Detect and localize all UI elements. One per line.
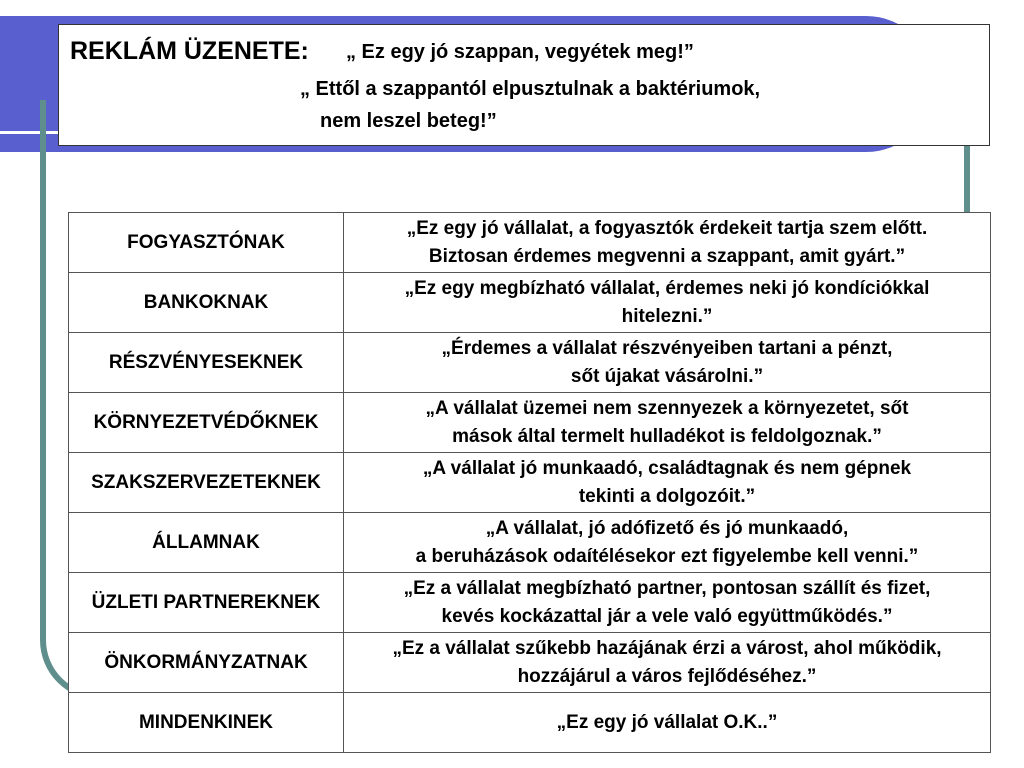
message-cell: [344, 213, 991, 273]
message-cell: [344, 633, 991, 693]
message-line-1: „A vállalat, jó adófizető és jó munkaadó,: [485, 517, 849, 539]
message-cell: [344, 333, 991, 393]
message-line-2: sőt újakat vásárolni.”: [570, 365, 764, 387]
audience-cell: BANKOKNAK: [69, 273, 344, 333]
message-line-2: mások által termelt hulladékot is feldolgoznak.”: [452, 425, 882, 447]
table-row: [69, 693, 991, 753]
audience-cell: SZAKSZERVEZETEKNEK: [69, 453, 344, 513]
message-cell: [344, 273, 991, 333]
table-row: [69, 393, 991, 453]
message-line-1: „Érdemes a vállalat részvényeiben tartani a pénzt,: [441, 337, 893, 359]
table-row: [69, 333, 991, 393]
message-line-2: a beruházások odaítélésekor ezt figyelembe kell venni.”: [415, 545, 919, 567]
header-quote-line-2: „ Ettől a szappantól elpusztulnak a baktériumok,: [300, 78, 761, 100]
table-row: [69, 573, 991, 633]
message-line-1: „Ez egy jó vállalat, a fogyasztók érdekeit tartja szem előtt.: [406, 217, 928, 239]
message-cell: [344, 693, 991, 753]
message-cell: [344, 573, 991, 633]
table-row: [69, 633, 991, 693]
audience-cell: KÖRNYEZETVÉDŐKNEK: [69, 393, 344, 453]
ad-message-header: [58, 24, 990, 146]
message-line-1: „A vállalat üzemei nem szennyezek a környezetet, sőt: [425, 397, 909, 419]
message-line-1: „A vállalat jó munkaadó, családtagnak és nem gépnek: [422, 457, 912, 479]
message-line-2: tekinti a dolgozóit.”: [578, 485, 756, 507]
table-row: [69, 513, 991, 573]
message-line-2: Biztosan érdemes megvenni a szappant, amit gyárt.”: [428, 245, 906, 267]
message-line-1: „Ez a vállalat megbízható partner, pontosan szállít és fizet,: [403, 577, 931, 599]
message-cell: [344, 393, 991, 453]
message-cell: [344, 453, 991, 513]
table-row: [69, 213, 991, 273]
audience-cell: ÁLLAMNAK: [69, 513, 344, 573]
header-label: REKLÁM ÜZENETE:: [70, 37, 309, 65]
message-line-2: hitelezni.”: [621, 305, 713, 327]
audience-cell: MINDENKINEK: [69, 693, 344, 753]
header-quote-line-3: nem leszel beteg!”: [320, 110, 497, 132]
table-row: [69, 453, 991, 513]
message-line-1: „Ez a vállalat szűkebb hazájának érzi a várost, ahol működik,: [392, 637, 942, 659]
table-row: [69, 273, 991, 333]
audience-message-table: [68, 212, 991, 753]
message-cell: [344, 513, 991, 573]
message-line-1: „Ez egy jó vállalat O.K..”: [556, 711, 778, 733]
message-line-2: hozzájárul a város fejlődéséhez.”: [517, 665, 817, 687]
header-quote-line-1: „ Ez egy jó szappan, vegyétek meg!”: [346, 41, 694, 63]
audience-cell: RÉSZVÉNYESEKNEK: [69, 333, 344, 393]
message-line-1: „Ez egy megbízható vállalat, érdemes neki jó kondíciókkal: [404, 277, 930, 299]
audience-cell: ÖNKORMÁNYZATNAK: [69, 633, 344, 693]
audience-cell: ÜZLETI PARTNEREKNEK: [69, 573, 344, 633]
message-line-2: kevés kockázattal jár a vele való együttműködés.”: [441, 605, 893, 627]
audience-cell: FOGYASZTÓNAK: [69, 213, 344, 273]
